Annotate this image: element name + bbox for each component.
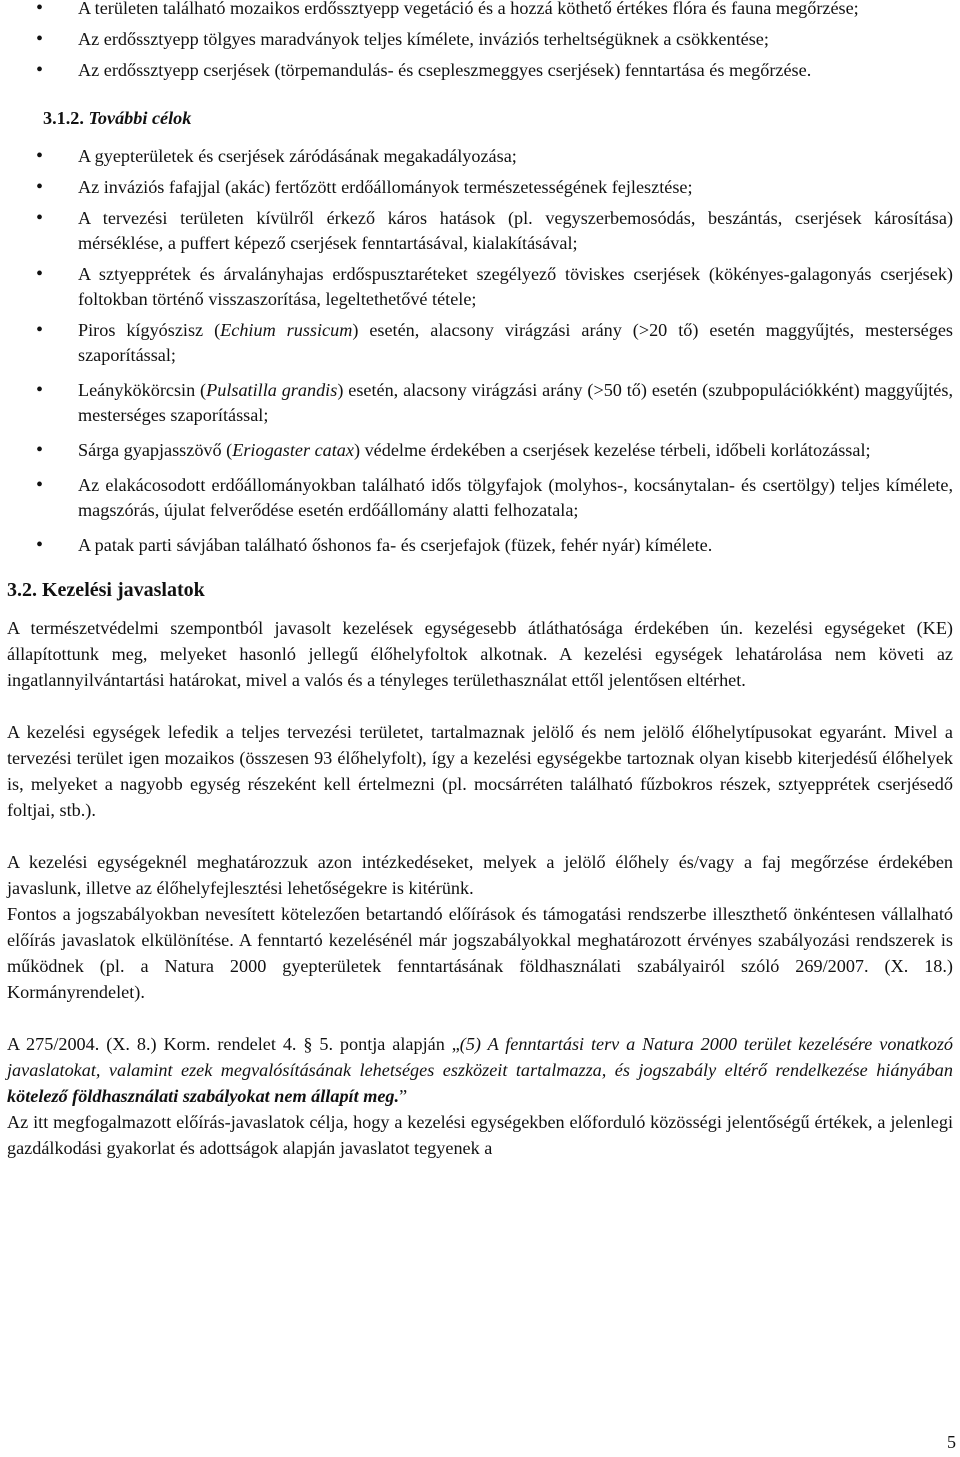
quote-lead: A 275/2004. (X. 8.) Korm. rendelet 4. § 5. pontja alapján „: [7, 1034, 460, 1054]
subsection-title: További célok: [88, 108, 192, 128]
list-item-text: A gyepterületek és cserjések záródásának megakadályozása;: [78, 146, 517, 166]
list-item-text: A tervezési területen kívülről érkező káros hatások (pl. vegyszerbemosódás, beszántás, cserjések károsítása) mérséklése, a puffert képező cserjések fenntartásával, kialakításával;: [78, 208, 953, 253]
quote-italic: (5) A fenntartási terv a Natura 2000 terület kezelésére vonatkozó javaslatokat, valamint ezek megvalósításának lehetséges eszközeit tartalmazza, és jogszabály eltérő rendelkezése hiányában: [7, 1034, 953, 1080]
list-item-text: A sztyepprétek és árvalányhajas erdőspusztaréteket szegélyező töviskes cserjések (kökényes-galagonyás cserjések) foltokban történő visszaszorítása, legeltethetővé tétele;: [78, 264, 953, 309]
section-title: Kezelési javaslatok: [42, 579, 205, 601]
top-bullet-list: [7, 0, 953, 83]
list-item-text: Sárga gyapjasszövő (: [78, 440, 233, 460]
section-number: 3.2.: [7, 579, 37, 601]
section-heading: [7, 578, 953, 603]
list-item: [7, 318, 953, 368]
page-number: 5: [947, 1432, 956, 1452]
list-item: [7, 175, 953, 200]
list-item: [7, 533, 953, 558]
list-item: [7, 144, 953, 169]
list-item-text: Az inváziós fafajjal (akác) fertőzött erdőállományok természetességének fejlesztése;: [78, 177, 693, 197]
paragraph: A természetvédelmi szempontból javasolt kezelések egységesebb átláthatósága érdekében ún. kezelési egységeket (KE) állapítottunk meg, melyeket hasonló jellegű élőhelyfoltok alkotnak. A kezelési egységek lehatárolása nem követi az ingatlannyilvántartási határokat, mivel a valós és a tényleges területhasználat ettől jelentősen eltérhet.: [7, 618, 953, 690]
subsection-heading: [7, 106, 953, 131]
list-item: [7, 378, 953, 428]
list-item-text: ) esetén, alacsony virágzási arány (>50 tő) esetén (szubpopulációkként) maggyűjtés, mesterséges szaporítással;: [78, 380, 953, 425]
list-item: [7, 262, 953, 312]
species-name: Pulsatilla grandis: [206, 380, 338, 400]
subsection-number: 3.1.2.: [43, 108, 84, 128]
list-item: [7, 438, 953, 463]
list-item: • Az erdőssztyepp tölgyes maradványok teljes kímélete, inváziós terheltségüknek a csökkentése;: [7, 27, 953, 52]
quote-tail: ”: [399, 1086, 408, 1106]
list-item-text: ) esetén, alacsony virágzási arány (>20 tő) esetén maggyűjtés, mesterséges szaporítással;: [78, 320, 953, 365]
list-item-text: Az elakácosodott erdőállományokban található idős tölgyfajok (molyhos-, kocsánytalan- és csertölgy) teljes kímélete, magszórás, újulat felverődése esetén erdőállomány alatti felhozatala;: [78, 475, 953, 520]
list-item-text: Piros kígyószisz (: [78, 320, 221, 340]
list-item: [7, 206, 953, 256]
species-name: Echium russicum: [220, 320, 353, 340]
quote-paragraph: [7, 1031, 953, 1109]
species-name: Eriogaster catax: [232, 440, 354, 460]
list-item-text: A patak parti sávjában található őshonos fa- és cserjefajok (füzek, fehér nyár) kímélete.: [78, 535, 713, 555]
last-paragraph: Az itt megfogalmazott előírás-javaslatok célja, hogy a kezelési egységekben előforduló közösségi jelentőségű értékek, a jelenlegi gazdálkodási gyakorlat és adottságok alapján javaslatot tegyenek a: [7, 1112, 953, 1158]
list-item: • Az erdőssztyepp cserjések (törpemandulás- és csepleszmeggyes cserjések) fenntartása és megőrzése.: [7, 58, 953, 83]
goals-list: [7, 144, 953, 558]
quote-bold-italic: kötelező földhasználati szabályokat nem állapít meg.: [7, 1086, 400, 1106]
list-item: • A területen található mozaikos erdőssztyepp vegetáció és a hozzá köthető értékes flóra és fauna megőrzése;: [7, 0, 953, 21]
list-item: [7, 473, 953, 523]
list-item-text: ) védelme érdekében a cserjések kezelése térbeli, időbeli korlátozással;: [353, 440, 871, 460]
document-page: [7, 0, 953, 1161]
paragraph: A kezelési egységeknél meghatározzuk azon intézkedéseket, melyek a jelölő élőhely és/vagy a faj megőrzése érdekében javaslunk, illetve az élőhelyfejlesztési lehetőségekre is kitérünk.: [7, 852, 953, 898]
list-item-text: Leánykökörcsin (: [78, 380, 207, 400]
paragraph: A kezelési egységek lefedik a teljes tervezési területet, tartalmaznak jelölő és nem jelölő élőhelytípusokat egyaránt. Mivel a tervezési terület igen mozaikos (összesen 93 élőhelyfolt), így a kezelési egységekbe tartoznak olyan kisebb kiterjedésű élőhelyek is, melyeket a nagyobb egység részeként kell értelmezni (pl. mocsárréten található fűzbokros részek, sztyepprétek cserjésedő foltjai, stb.).: [7, 722, 953, 820]
paragraph: Fontos a jogszabályokban nevesített kötelezően betartandó előírások és támogatási rendszerbe illeszthető önkéntesen vállalható előírás javaslatok elkülönítése. A fenntartó kezelésénél már jogszabályokkal meghatározott érvényes szabályozási rendszerek is működnek (pl. a Natura 2000 gyepterületek fenntartásának földhasználati szabályairól szóló 269/2007. (X. 18.) Kormányrendelet).: [7, 904, 953, 1002]
